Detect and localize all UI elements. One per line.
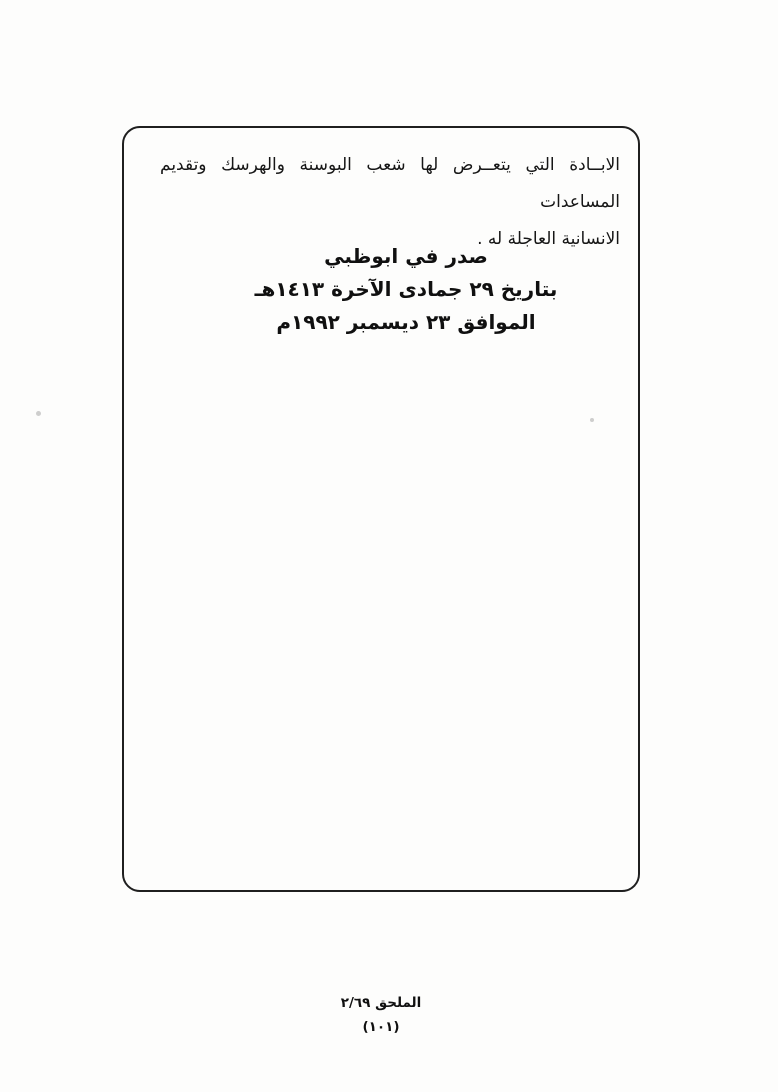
intro-line-1: الابــادة التي يتعــرض لها شعب البوسنة والهرسك وتقديم المساعدات (160, 155, 620, 212)
scan-speck-left-margin (36, 411, 41, 416)
appendix-label: الملحق ٢/٦٩ (340, 995, 422, 1011)
page-footer (122, 995, 640, 1036)
page-number: (١٠١) (362, 1019, 400, 1035)
intro-line-2: الانسانية العاجلة له . (477, 229, 620, 249)
scan-speck-inside-box (590, 418, 594, 422)
issuance-place-line: صدر في ابوظبي (324, 244, 488, 268)
issuance-hijri-date-line: بتاريخ ٢٩ جمادى الآخرة ١٤١٣هـ (254, 277, 558, 301)
issuance-block (238, 240, 574, 339)
issuance-gregorian-date-line: الموافق ٢٣ ديسمبر ١٩٩٢م (276, 310, 536, 334)
